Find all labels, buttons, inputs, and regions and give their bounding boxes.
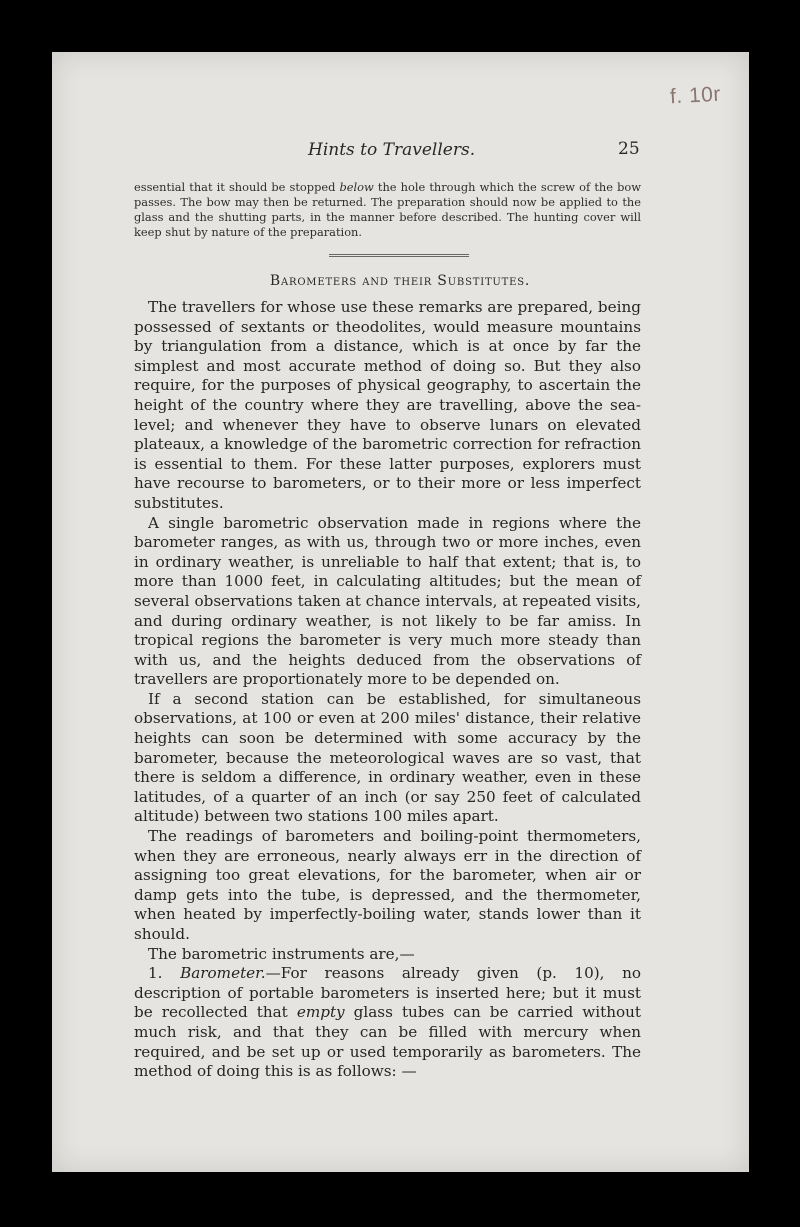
- paragraph: The travellers for whose use these remarks are prepared, being possessed of sextants or theodolites, would measure mountains by triangulation from a distance, which is at once by far the simplest and most accurate method of doing so. But they also require, for the purposes of physical geography, to ascertain the height of the country where they are travelling, above the sea-level; and whenever they have to observe lunars on elevated plateaux, a knowledge of the barometric correction for refraction is essential to them. For these latter purposes, explorers must have recourse to barometers, or to their more or less imperfect substitutes.: [134, 298, 641, 512]
- paragraph: If a second station can be established, for simultaneous observations, at 100 or even at 200 miles' distance, their relative heights can soon be determined with some accuracy by the barometer, because the meteorological waves are so vast, that there is seldom a difference, in ordinary weather, even in these latitudes, of a quarter of an inch (or say 250 feet of calculated altitude) between two stations 100 miles apart.: [134, 689, 641, 826]
- section-divider: [329, 254, 469, 257]
- page-number: 25: [618, 139, 640, 159]
- section-heading: Barometers and their Substitutes.: [269, 273, 531, 289]
- prelude-paragraph: essential that it should be stopped below the hole through which the screw of the bow passes. The bow may then be returned. The preparation should now be applied to the glass and the shutting parts, in the manner before described. The hunting cover will keep shut by nature of the preparation.: [134, 180, 641, 239]
- paragraph: The barometric instruments are,—: [148, 944, 415, 963]
- running-title: Hints to Travellers.: [308, 140, 476, 160]
- body-text: [134, 298, 641, 1082]
- paragraph: The readings of barometers and boiling-point thermometers, when they are erroneous, nearly always err in the direction of assigning too great elevations, for the barometer, when air or damp gets into the tube, is depressed, and the thermometer, when heated by imperfectly-boiling water, stands lower than it should.: [134, 827, 641, 943]
- emphasis-below: below: [339, 180, 374, 194]
- paragraph: A single barometric observation made in regions where the barometer ranges, as with us, through two or more inches, even in ordinary weather, is unreliable to half that extent; that is, to more than 1000 feet, in calculating altitudes; but the mean of several observations taken at chance intervals, at repeated visits, and during ordinary weather, is not likely to be far amiss. In tropical regions the barometer is very much more steady than with us, and the heights deduced from the observations of travellers are proportionately more to be depended on.: [134, 513, 641, 689]
- folio-mark: f. 10r: [669, 82, 722, 109]
- emphasis-empty: empty: [296, 1003, 345, 1022]
- term-barometer: Barometer.: [180, 964, 266, 983]
- paragraph-barometer: 1. Barometer.—For reasons already given (p. 10), no description of portable barometers is inserted here; but it must be recollected that empty glass tubes can be carried without much risk, and that they can be filled with mercury when required, and be set up or used temporarily as barometers. The method of doing this is as follows: —: [134, 964, 642, 1081]
